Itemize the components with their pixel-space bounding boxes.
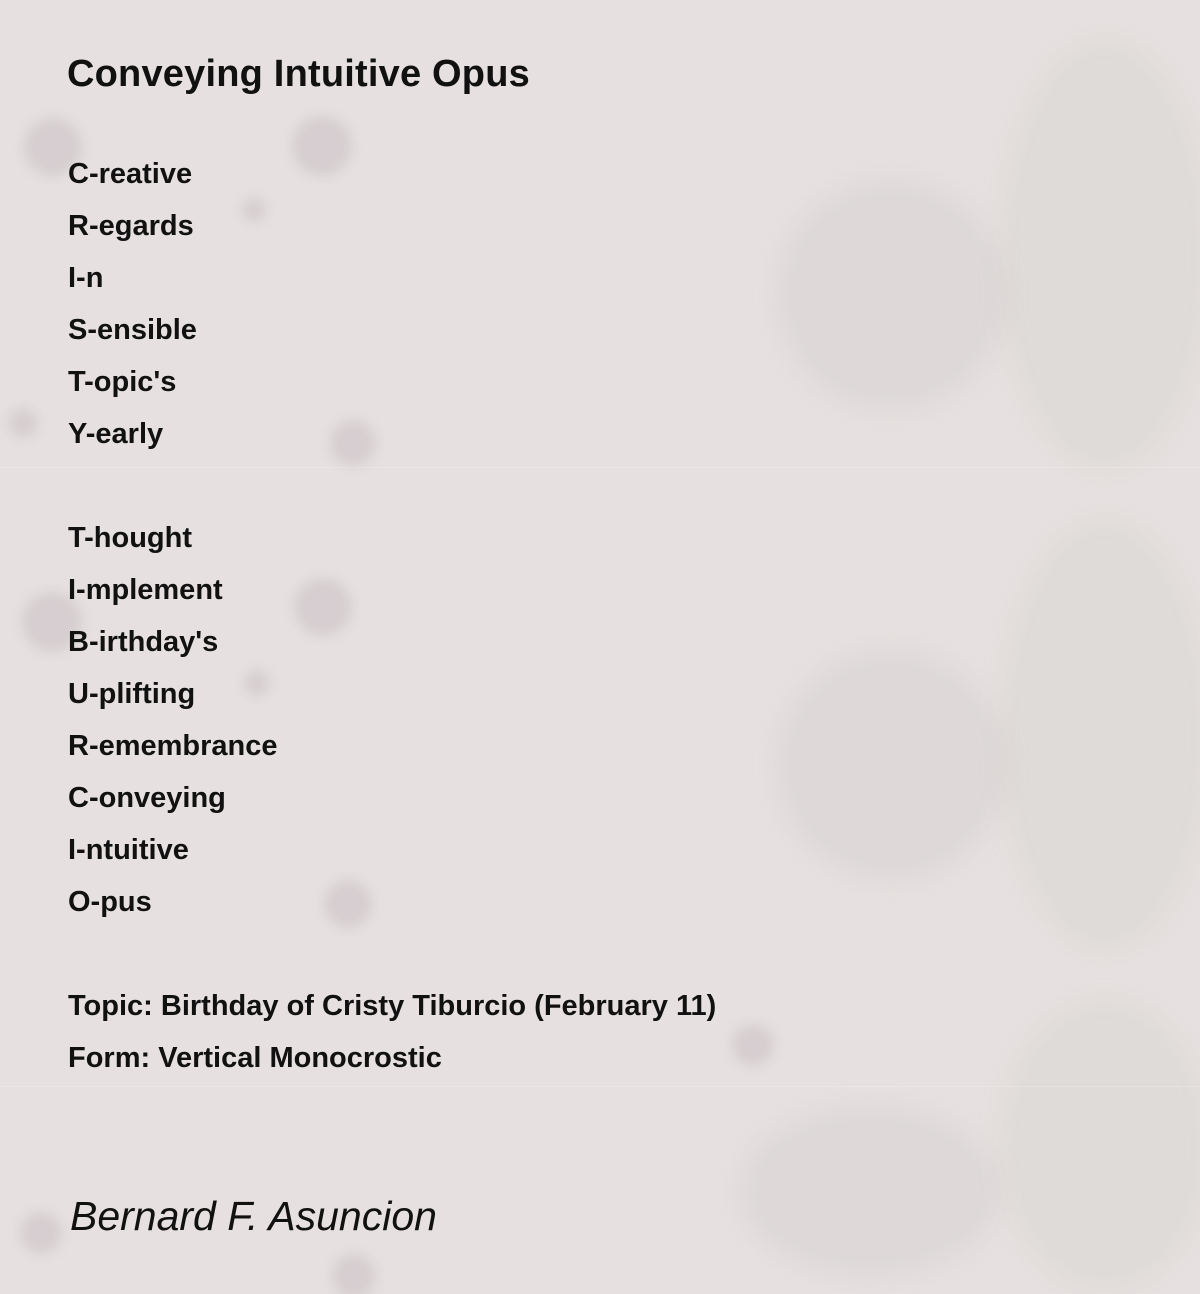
- watercolor-blot: [740, 1106, 1000, 1276]
- poem-line: T-hought: [68, 522, 193, 554]
- poem-line: I-ntuitive: [68, 834, 189, 866]
- poem-line: R-egards: [68, 210, 194, 242]
- ink-splotch: [294, 578, 352, 636]
- ink-splotch: [732, 1024, 774, 1066]
- poem-line: U-plifting: [68, 678, 196, 710]
- stamp-pattern: [1000, 1000, 1200, 1290]
- poem-topic-line: Topic: Birthday of Cristy Tiburcio (February 11): [68, 990, 717, 1022]
- stamp-pattern: [1000, 40, 1200, 470]
- texture-seam: [0, 467, 1200, 468]
- poem-author: Bernard F. Asuncion: [70, 1193, 437, 1239]
- poem-line: T-opic's: [68, 366, 177, 398]
- poem-line: S-ensible: [68, 314, 197, 346]
- poem-line: O-pus: [68, 886, 152, 918]
- poem-line: R-emembrance: [68, 730, 278, 762]
- ink-splotch: [324, 880, 372, 928]
- watercolor-blot: [776, 650, 1006, 880]
- ink-splotch: [330, 420, 376, 466]
- watercolor-blot: [776, 180, 1006, 410]
- poem-line: I-mplement: [68, 574, 223, 606]
- poem-line: Y-early: [68, 418, 164, 450]
- stamp-pattern: [1000, 520, 1200, 950]
- poem-line: I-n: [68, 262, 104, 294]
- ink-splotch: [332, 1254, 376, 1294]
- poem-line: C-reative: [68, 158, 193, 190]
- ink-splotch: [20, 1212, 62, 1254]
- ink-splotch: [244, 670, 270, 696]
- ink-splotch: [292, 116, 352, 176]
- poem-form-line: Form: Vertical Monocrostic: [68, 1042, 442, 1074]
- poem-line: B-irthday's: [68, 626, 219, 658]
- poem-title: Conveying Intuitive Opus: [67, 53, 530, 95]
- ink-splotch: [242, 198, 266, 222]
- ink-splotch: [8, 408, 38, 438]
- texture-seam: [0, 1086, 1200, 1087]
- poem-line: C-onveying: [68, 782, 226, 814]
